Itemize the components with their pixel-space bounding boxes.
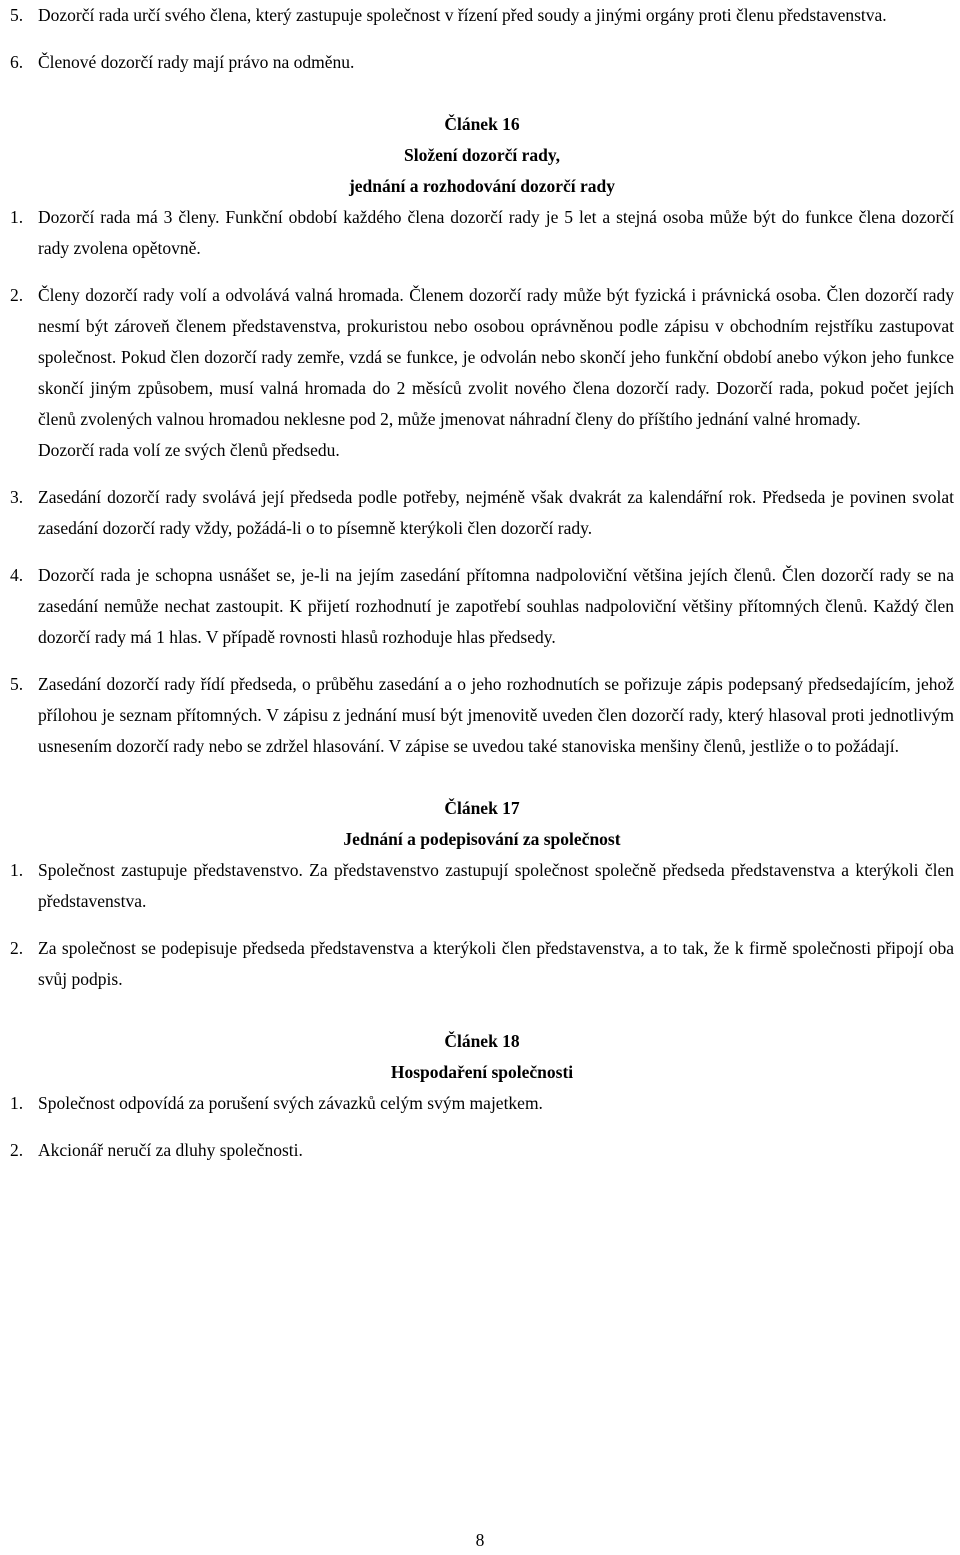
paragraph-number: 1. (10, 1093, 24, 1113)
paragraph-text: Dozorčí rada určí svého člena, který zastupuje společnost v řízení před soudy a jinými orgány proti členu představenstva. (38, 5, 887, 25)
article-title: Článek 17 (444, 798, 520, 818)
paragraph-text: Členy dozorčí rady volí a odvolává valná hromada. Členem dozorčí rady může být fyzická i právnická osoba. Člen dozorčí rady nesmí být zároveň členem představenstva, prokuristou nebo osobou oprávněnou podle zápisu v obchodním rejstříku zastupovat společnost. Pokud člen dozorčí rady zemře, vzdá se funkce, je odvolán nebo skončí jeho funkční období anebo výkon jeho funkce skončí jiným způsobem, musí valná hromada do 2 měsíců zvolit nového člena dozorčí rady. Dozorčí rada, pokud počet jejích členů zvolených valnou hromadou neklesne pod 2, může jmenovat náhradní členy do příštího jednání valné hromady. (38, 285, 954, 429)
paragraph-text: Zasedání dozorčí rady svolává její předseda podle potřeby, nejméně však dvakrát za kalendářní rok. Předseda je povinen svolat zasedání dozorčí rady vždy, požádá-li o to písemně kterýkoli člen dozorčí rady. (38, 487, 954, 538)
paragraph-number: 2. (10, 938, 24, 958)
paragraph-number: 5. (10, 5, 24, 25)
paragraph-text: Za společnost se podepisuje předseda představenstva a kterýkoli člen představenstva, a to tak, že k firmě společnosti připojí oba svůj podpis. (38, 938, 954, 989)
article-subtitle: Hospodaření společnosti (390, 1062, 574, 1082)
paragraph-number: 1. (10, 207, 24, 227)
article-16-item-3 (10, 482, 954, 544)
paragraph-text: Členové dozorčí rady mají právo na odměnu. (38, 52, 355, 72)
paragraph-number: 1. (10, 860, 24, 880)
article-16-item-1 (10, 202, 954, 264)
paragraph-number: 5. (10, 674, 24, 694)
article-18-item-1 (10, 1088, 954, 1119)
article-17-heading (10, 793, 954, 855)
paragraph-text: Zasedání dozorčí rady řídí předseda, o průběhu zasedání a o jeho rozhodnutích se pořizuje zápis podepsaný předsedajícím, jehož přílohou je seznam přítomných. V zápisu z jednání musí být jmenovitě uveden člen dozorčí rady, který hlasoval proti jednotlivým usnesením dozorčí rady nebo se zdržel hlasování. V zápise se uvedou také stanoviska menšiny členů, jestliže o to požádají. (38, 674, 954, 756)
article-title: Článek 16 (444, 114, 520, 134)
article-16-heading (10, 109, 954, 202)
paragraph-text: Společnost zastupuje představenstvo. Za představenstvo zastupují společnost společně předseda představenstva a kterýkoli člen představenstva. (38, 860, 954, 911)
article-16-item-4 (10, 560, 954, 653)
paragraph-text: Dozorčí rada má 3 členy. Funkční období každého člena dozorčí rady je 5 let a stejná osoba může být do funkce člena dozorčí rady zvolena opětovně. (38, 207, 954, 258)
article-18-heading (10, 1026, 954, 1088)
article-16-item-5 (10, 669, 954, 762)
article-18-item-2 (10, 1135, 954, 1166)
paragraph-text: Akcionář neručí za dluhy společnosti. (38, 1140, 303, 1160)
paragraph-text: Dozorčí rada je schopna usnášet se, je-li na jejím zasedání přítomna nadpoloviční většina jejích členů. Člen dozorčí rady se na zasedání nemůže nechat zastoupit. K přijetí rozhodnutí je zapotřebí souhlas nadpoloviční většiny přítomných členů. Každý člen dozorčí rady má 1 hlas. V případě rovnosti hlasů rozhoduje hlas předsedy. (38, 565, 954, 647)
paragraph-number: 4. (10, 565, 24, 585)
article-subtitle: Jednání a podepisování za společnost (343, 829, 621, 849)
article-17-item-2 (10, 933, 954, 995)
paragraph-number: 2. (10, 285, 24, 305)
paragraph-number: 2. (10, 1140, 24, 1160)
paragraph-text: Společnost odpovídá za porušení svých závazků celým svým majetkem. (38, 1093, 543, 1113)
article-17-item-1 (10, 855, 954, 917)
article-title: Článek 18 (444, 1031, 520, 1051)
paragraph-6 (10, 47, 954, 78)
paragraph-number: 3. (10, 487, 24, 507)
paragraph-number: 6. (10, 52, 24, 72)
paragraph-5 (10, 0, 954, 31)
article-subtitle: jednání a rozhodování dozorčí rady (348, 176, 616, 196)
page-number: 8 (475, 1530, 485, 1550)
article-16-item-2 (10, 280, 954, 466)
article-subtitle: Složení dozorčí rady, (403, 145, 561, 165)
paragraph-text-extra: Dozorčí rada volí ze svých členů předsedu. (38, 440, 340, 460)
